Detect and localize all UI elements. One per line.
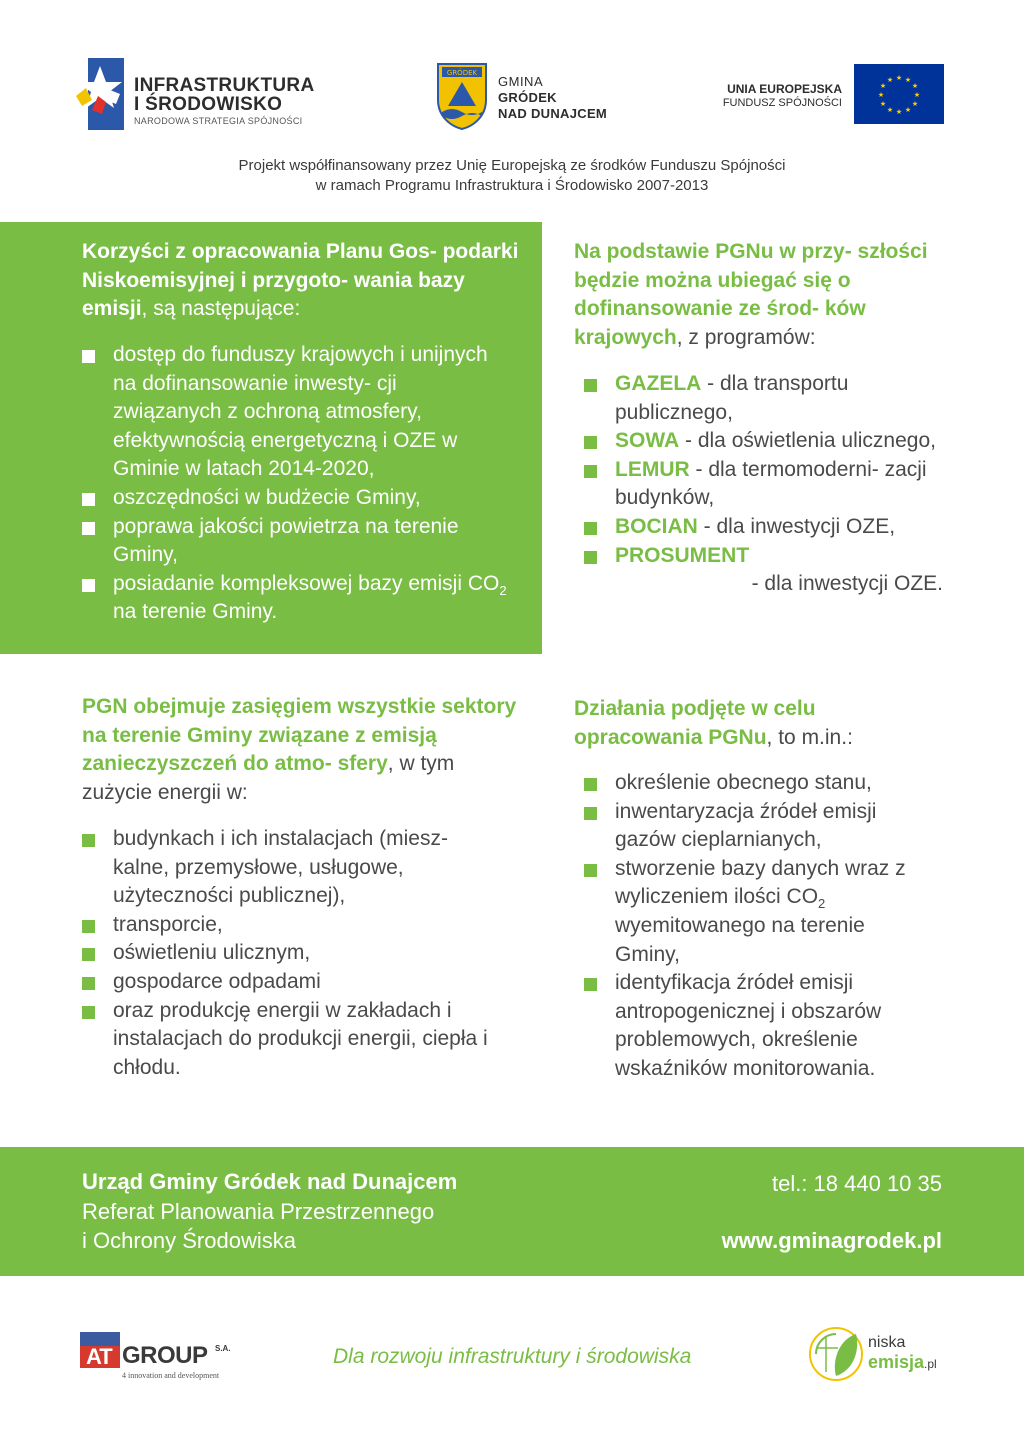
list-item: BOCIAN - dla inwestycji OZE, (568, 513, 943, 542)
programs-list (568, 370, 943, 599)
list-item: inwentaryzacja źródeł emisji gazów cieplarnianych, (568, 798, 928, 855)
bullet-square-icon (82, 350, 95, 363)
benefits-title-rest: , są następujące: (141, 297, 301, 321)
atgroup-logo (80, 1332, 280, 1382)
svg-text:★: ★ (879, 82, 887, 90)
emisja-text: emisja.pl (868, 1352, 937, 1372)
list-item: LEMUR - dla termomoderni- zacji budynków, (568, 456, 943, 513)
svg-text:★: ★ (886, 76, 894, 84)
svg-text:★: ★ (895, 108, 903, 116)
department-line2: i Ochrony Środowiska (82, 1228, 296, 1253)
bullet-square-icon (82, 522, 95, 535)
list-item: budynkach i ich instalacjach (miesz- kalne, przemysłowe, usługowe, użyteczności publicznej), (66, 825, 506, 911)
atgroup-group: GROUP (122, 1342, 208, 1369)
programs-title-bold: Na podstawie PGNu w przy- szłości będzie można ubiegać się o dofinansowanie ze środ- ków krajowych (574, 240, 928, 349)
list-item: określenie obecnego stanu, (568, 769, 928, 798)
bullet-square-icon (584, 551, 597, 564)
svg-text:★: ★ (913, 91, 921, 99)
bullet-square-icon (584, 807, 597, 820)
contact-footer (0, 1147, 1024, 1276)
actions-title (574, 695, 934, 752)
bullet-square-icon (82, 493, 95, 506)
programs-title (574, 238, 954, 352)
bullet-square-icon (82, 948, 95, 961)
crest-text: GRÓDEK (446, 69, 478, 77)
svg-text:★: ★ (904, 106, 912, 114)
logo-ue-line1: UNIA EUROPEJSKA (727, 82, 842, 96)
slogan: Dla rozwoju infrastruktury i środowiska (333, 1345, 692, 1368)
bullet-square-icon (584, 522, 597, 535)
atgroup-tagline: 4 innovation and development (122, 1371, 220, 1380)
benefits-title (82, 238, 522, 324)
svg-text:★: ★ (911, 100, 919, 108)
list-item: transporcie, (66, 911, 506, 940)
leaf-globe-icon (808, 1326, 864, 1382)
svg-text:★: ★ (879, 100, 887, 108)
gmina-crest-icon (436, 62, 488, 130)
scope-title (82, 693, 522, 807)
list-item: SOWA - dla oświetlenia ulicznego, (568, 427, 943, 456)
scope-title-bold: PGN obejmuje zasięgiem wszystkie sektory na terenie Gminy związane z emisją zanieczyszczeń do atmo- sfery (82, 695, 517, 776)
phone-number: tel.: 18 440 10 35 (771, 1171, 942, 1196)
svg-text:★: ★ (877, 91, 885, 99)
list-item: dostęp do funduszy krajowych i unijnych na dofinansowanie inwesty- cji związanych z ochroną atmosfery, efektywnością energetyczną i OZE w Gminie w latach 2014-2020, (66, 341, 511, 484)
actions-list (568, 769, 928, 1084)
logo-is-line2: I ŚRODOWISKO (134, 94, 283, 115)
bullet-square-icon (584, 465, 597, 478)
actions-title-rest: , to m.in.: (766, 725, 853, 749)
eu-flag-icon (854, 64, 944, 124)
list-item: poprawa jakości powietrza na terenie Gminy, (66, 513, 511, 570)
list-item: oszczędności w budżecie Gminy, (66, 484, 511, 513)
list-item: stworzenie bazy danych wraz z wyliczeniem ilości $CO_2$ wyemitowanego na terenie Gminy, (568, 855, 928, 969)
list-item: PROSUMENT - dla inwestycji OZE. (568, 542, 943, 599)
logo-gmina-line3: NAD DUNAJCEM (498, 106, 608, 121)
strategy-flag-icon (76, 58, 124, 130)
niska-emisja-logo (808, 1326, 948, 1386)
logo-ue-line2: FUNDUSZ SPÓJNOŚCI (722, 97, 842, 109)
bullet-square-icon (584, 778, 597, 791)
benefits-list (66, 341, 511, 627)
bullet-square-icon (82, 579, 95, 592)
bullet-square-icon (584, 978, 597, 991)
list-item: posiadanie kompleksowej bazy emisji $CO_2$ na terenie Gminy. (66, 570, 511, 627)
bullet-square-icon (584, 379, 597, 392)
svg-text:★: ★ (886, 106, 894, 114)
actions-title-bold: Działania podjęte w celu opracowania PGNu (574, 697, 816, 749)
logo-gmina-line1: GMINA (498, 74, 544, 89)
list-item: GAZELA - dla transportu publicznego, (568, 370, 943, 427)
niska-text: niska (868, 1334, 906, 1351)
atgroup-at: AT (86, 1344, 112, 1369)
scope-list (66, 825, 506, 1082)
bullet-square-icon (82, 977, 95, 990)
cofunding-line1: Projekt współfinansowany przez Unię Europejską ze środków Funduszu Spójności (238, 157, 786, 174)
list-item: oświetleniu ulicznym, (66, 939, 506, 968)
list-item: oraz produkcję energii w zakładach i instalacjach do produkcji energii, ciepła i chłodu. (66, 997, 506, 1083)
benefits-title-bold: Korzyści z opracowania Planu Gos- podarki Niskoemisyjnej i przygoto- wania bazy emisji (82, 240, 519, 321)
eu-cohesion-fund-logo (700, 64, 944, 126)
website-link[interactable]: www.gminagrodek.pl (721, 1228, 942, 1253)
bullet-square-icon (584, 864, 597, 877)
svg-text:★: ★ (911, 82, 919, 90)
logo-is-line1: INFRASTRUKTURA (134, 75, 315, 96)
bullet-square-icon (82, 1006, 95, 1019)
svg-text:★: ★ (895, 74, 903, 82)
bullet-square-icon (584, 436, 597, 449)
cofunding-note (0, 156, 1024, 196)
programs-title-rest: , z programów: (676, 325, 816, 349)
department-line1: Referat Planowania Przestrzennego (82, 1199, 435, 1224)
bullet-square-icon (82, 834, 95, 847)
cofunding-line2: w ramach Programu Infrastruktura i Środowisko 2007-2013 (315, 177, 709, 194)
list-item: gospodarce odpadami (66, 968, 506, 997)
logo-is-line3: NARODOWA STRATEGIA SPÓJNOŚCI (134, 116, 303, 126)
svg-text:★: ★ (904, 76, 912, 84)
scope-title-rest: , w tym zużycie energii w: (82, 752, 455, 804)
office-name: Urząd Gminy Gródek nad Dunajcem (82, 1169, 458, 1194)
logo-gmina-line2: GRÓDEK (498, 90, 557, 105)
atgroup-sa: S.A. (215, 1344, 231, 1353)
gmina-grodek-logo (436, 62, 616, 132)
bullet-square-icon (82, 920, 95, 933)
infrastruktura-srodowisko-logo (76, 58, 316, 134)
list-item: identyfikacja źródeł emisji antropogenicznej i obszarów problemowych, określenie wskaźników monitorowania. (568, 969, 928, 1083)
